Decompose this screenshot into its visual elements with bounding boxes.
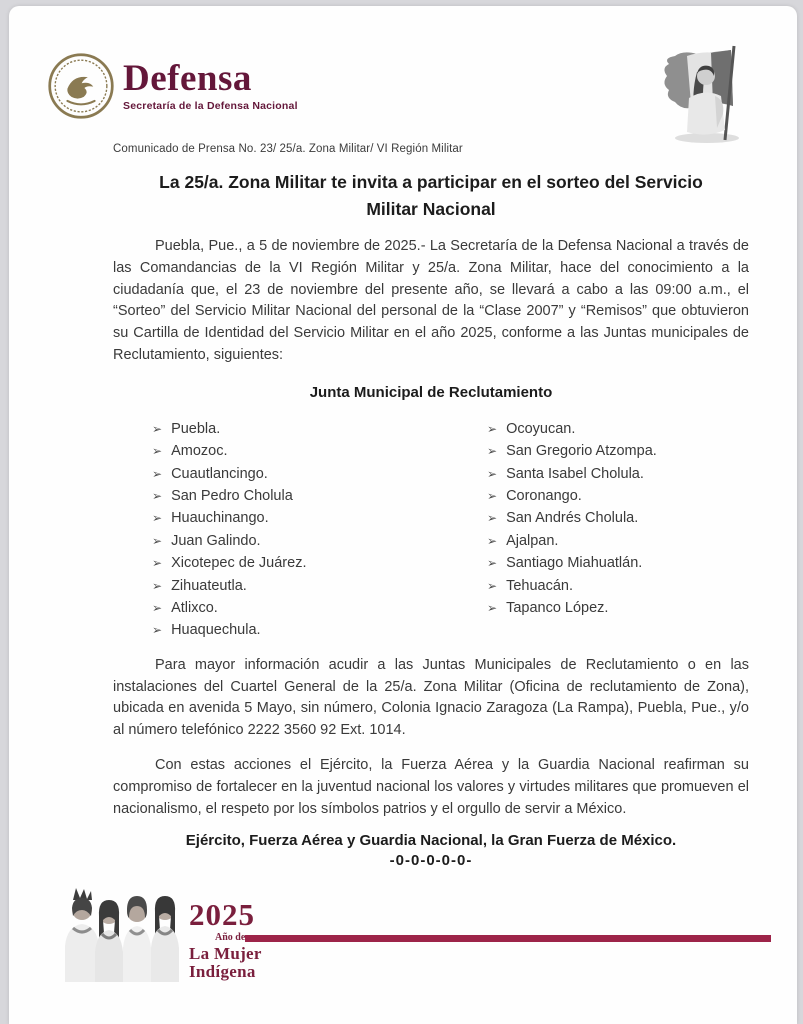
list-item [487,597,657,619]
arrow-bullet-icon: ➢ [152,623,163,638]
logo-subtitle: Secretaría de la Defensa Nacional [123,100,298,112]
list-item [487,440,657,462]
municipality-list-left [113,418,448,642]
municipality-label: Atlixco. [171,600,218,617]
municipality-label: Ocoyucan. [506,420,576,437]
arrow-bullet-icon: ➢ [152,511,163,526]
arrow-bullet-icon: ➢ [487,578,498,593]
woman-with-flag-image [653,42,765,146]
footer-year-caption-1: La Mujer [189,944,262,963]
municipality-label: Huauchinango. [171,510,269,527]
list-item [152,575,448,597]
arrow-bullet-icon: ➢ [152,444,163,459]
arrow-bullet-icon: ➢ [487,421,498,436]
list-item [487,507,657,529]
municipality-label: Tehuacán. [506,577,573,594]
municipality-lists [113,418,749,642]
footer-year-caption-2: Indígena [189,962,256,981]
list-item [487,418,657,440]
footer-year: 2025 [189,897,255,932]
arrow-bullet-icon: ➢ [487,511,498,526]
paragraph-commitment: Con estas acciones el Ejército, la Fuerza Aérea y la Guardia Nacional reafirman su compromiso de fortalecer en la juventud nacional los valores y virtudes militares que promueven el nacionalismo, el respeto por los símbolos patrios y el orgullo de servir a México. [113,757,749,817]
list-item [152,485,448,507]
national-seal-icon [47,52,115,120]
indigenous-women-image [61,886,183,986]
arrow-bullet-icon: ➢ [487,533,498,548]
list-item [152,530,448,552]
municipality-label: Santiago Miahuatlán. [506,555,643,572]
end-separator: -0-0-0-0-0- [389,852,473,870]
arrow-bullet-icon: ➢ [152,466,163,481]
list-item [152,440,448,462]
list-item [487,552,657,574]
document-body [113,169,749,869]
municipality-label: San Gregorio Atzompa. [506,443,657,460]
arrow-bullet-icon: ➢ [487,489,498,503]
municipality-label: Tapanco López. [506,600,609,617]
list-item [487,485,657,507]
document-title: La 25/a. Zona Militar te invita a participar en el sorteo del Servicio Militar Nacional [159,172,703,219]
arrow-bullet-icon: ➢ [152,578,163,593]
municipality-label: Xicotepec de Juárez. [171,555,307,572]
list-item [152,507,448,529]
municipality-label: Huaquechula. [171,622,261,639]
defensa-logo [47,52,298,120]
municipality-label: San Andrés Cholula. [506,510,639,527]
arrow-bullet-icon: ➢ [152,556,163,571]
municipality-list-right [448,418,657,642]
list-item [487,575,657,597]
municipality-label: Juan Galindo. [171,532,261,549]
press-release-number: Comunicado de Prensa No. 23/ 25/a. Zona Militar/ VI Región Militar [113,143,463,155]
arrow-bullet-icon: ➢ [152,421,163,436]
municipality-label: Puebla. [171,420,221,437]
municipality-label: Amozoc. [171,443,228,460]
municipality-label: Ajalpan. [506,532,559,549]
arrow-bullet-icon: ➢ [152,601,163,616]
municipality-label: San Pedro Cholula [171,488,293,504]
arrow-bullet-icon: ➢ [152,489,163,503]
municipality-label: Coronango. [506,488,582,504]
list-item [152,552,448,574]
municipality-label: Zihuateutla. [171,577,247,594]
logo-title: Defensa [123,58,252,99]
paragraph-more-info: Para mayor información acudir a las Juntas Municipales de Reclutamiento o en las instalaciones del Cuartel General de la 25/a. Zona Militar (Oficina de reclutamiento de Zona), ubicada en avenida 5 Mayo, sin número, Colonia Ignacio Zaragoza (La Rampa), Puebla, Pue., y/o al número telefónico 2222 3560 92 Ext. 1014. [113,656,749,739]
municipality-label: Cuautlancingo. [171,465,268,482]
arrow-bullet-icon: ➢ [487,444,498,459]
footer-accent-rule [245,935,771,942]
arrow-bullet-icon: ➢ [487,466,498,481]
arrow-bullet-icon: ➢ [487,601,498,616]
arrow-bullet-icon: ➢ [487,556,498,571]
list-item [487,463,657,485]
list-item [487,530,657,552]
list-item [152,418,448,440]
municipal-board-heading: Junta Municipal de Reclutamiento [309,383,553,401]
closing-slogan: Ejército, Fuerza Aérea y Guardia Nacional, la Gran Fuerza de México. [185,832,677,850]
arrow-bullet-icon: ➢ [152,533,163,548]
list-item [152,619,448,641]
paragraph-intro: Puebla, Pue., a 5 de noviembre de 2025.- La Secretaría de la Defensa Nacional a través de las Comandancias de la VI Región Militar y 25/a. Zona Militar, hace del conocimiento a la ciudadanía que, el 23 de noviembre del presente año, se llevará a cabo a las 09:00 a.m., el “Sorteo” del Servicio Militar Nacional del personal de la “Clase 2007” y “Remisos” que obtuvieron su Cartilla de Identidad del Servicio Militar en el año 2025, conforme a las Juntas municipales de Reclutamiento, siguientes: [113,238,749,363]
list-item [152,597,448,619]
list-item [152,463,448,485]
municipality-label: Santa Isabel Cholula. [506,465,644,482]
footer-year-caption-small: Año de [215,932,246,943]
document-page [9,6,797,1024]
